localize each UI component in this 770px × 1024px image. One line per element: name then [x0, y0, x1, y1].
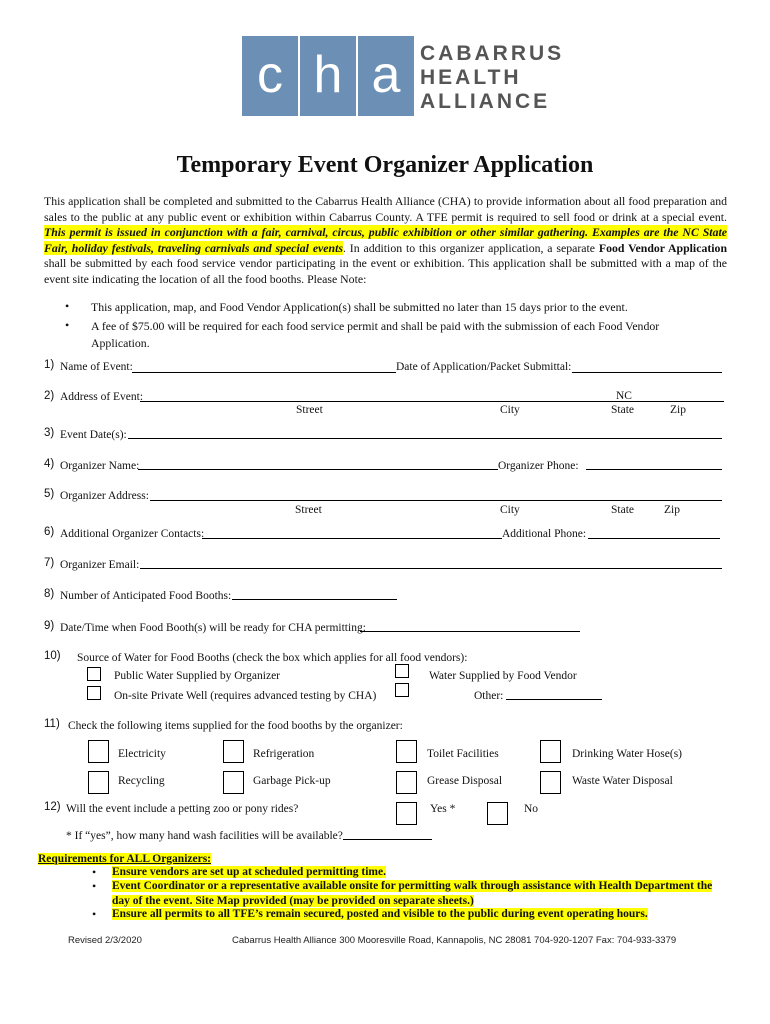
field-number: 5)	[44, 488, 55, 500]
water-well-checkbox[interactable]	[87, 686, 101, 700]
no-label: No	[524, 803, 539, 815]
field-number: 1)	[44, 359, 55, 371]
electricity-label: Electricity	[118, 748, 166, 760]
water-vendor-checkbox[interactable]	[395, 664, 409, 678]
organizer-address-label: Organizer Address:	[60, 490, 149, 502]
state-caption: State	[611, 504, 634, 516]
handwash-label: * If “yes”, how many hand wash facilities will be available?	[66, 830, 343, 842]
food-booths-input[interactable]	[232, 599, 397, 600]
requirement-1	[112, 865, 732, 880]
refrigeration-checkbox[interactable]	[223, 740, 244, 763]
water-other-label: Other:	[474, 690, 504, 702]
submittal-date-label: Date of Application/Packet Submittal:	[396, 361, 572, 373]
intro-text-2: . In addition to this organizer application, a separate	[342, 240, 599, 255]
toilet-facilities-label: Toilet Facilities	[427, 748, 499, 760]
additional-contacts-label: Additional Organizer Contacts:	[60, 528, 205, 540]
requirement-1-text: Ensure vendors are set up at scheduled permitting time.	[112, 866, 386, 878]
requirement-3-text: Ensure all permits to all TFE’s remain secured, posted and visible to the public during event operating hours.	[112, 908, 648, 920]
field-number: 6)	[44, 526, 55, 538]
organizer-email-input[interactable]	[140, 568, 722, 569]
zip-caption: Zip	[670, 404, 686, 416]
event-name-input[interactable]	[132, 372, 396, 373]
grease-disposal-label: Grease Disposal	[427, 775, 503, 787]
city-caption: City	[500, 404, 520, 416]
logo-letter-a: a	[371, 46, 401, 104]
organizer-email-label: Organizer Email:	[60, 559, 140, 571]
street-caption: Street	[296, 404, 323, 416]
note-2: A fee of $75.00 will be required for each food service permit and shall be paid with the submission of each Food Vendor Application.	[91, 319, 660, 350]
bullet-icon: •	[92, 879, 97, 893]
garbage-pickup-checkbox[interactable]	[223, 771, 244, 794]
bullet-icon: •	[92, 907, 97, 921]
zip-caption: Zip	[664, 504, 680, 516]
intro-text-3: shall be submitted by each food service vendor participating in the event or exhibition. This application shall be submitted with a map of the event site indicating the location of all the food booths. Please Note:	[44, 256, 727, 286]
requirements-title: Requirements for ALL Organizers:	[38, 853, 212, 865]
field-number: 7)	[44, 557, 55, 569]
drinking-water-hose-checkbox[interactable]	[540, 740, 561, 763]
water-vendor-label: Water Supplied by Food Vendor	[429, 670, 577, 682]
logo-letter-h: h	[313, 46, 343, 104]
water-other-input[interactable]	[506, 699, 602, 700]
intro-highlight: This permit is issued in conjunction with a fair, carnival, circus, public exhibition or other similar gathering. Examples are the NC State Fair, holiday festivals, traveling carnivals and special events	[44, 225, 727, 255]
petting-zoo-yes-checkbox[interactable]	[396, 802, 417, 825]
ready-time-label: Date/Time when Food Booth(s) will be ready for CHA permitting:	[60, 622, 366, 634]
supplied-items-label: Check the following items supplied for the food booths by the organizer:	[68, 720, 403, 732]
organizer-name-input[interactable]	[138, 469, 498, 470]
grease-disposal-checkbox[interactable]	[396, 771, 417, 794]
logo-line-2: HEALTH	[420, 66, 522, 89]
additional-phone-input[interactable]	[588, 538, 720, 539]
field-number: 4)	[44, 458, 55, 470]
petting-zoo-no-checkbox[interactable]	[487, 802, 508, 825]
logo-letter-c: c	[257, 46, 283, 104]
recycling-label: Recycling	[118, 775, 165, 787]
additional-phone-label: Additional Phone:	[502, 528, 587, 540]
recycling-checkbox[interactable]	[88, 771, 109, 794]
revised-date: Revised 2/3/2020	[68, 935, 142, 946]
organizer-name-label: Organizer Name:	[60, 460, 140, 472]
field-number: 12)	[44, 801, 61, 813]
water-other-checkbox[interactable]	[395, 683, 409, 697]
yes-label: Yes *	[430, 803, 456, 815]
refrigeration-label: Refrigeration	[253, 748, 315, 760]
logo-block-h	[300, 36, 356, 116]
bullet-icon: •	[65, 318, 70, 332]
waste-water-disposal-checkbox[interactable]	[540, 771, 561, 794]
logo-block-c	[242, 36, 298, 116]
submittal-date-input[interactable]	[572, 372, 722, 373]
water-public-checkbox[interactable]	[87, 667, 101, 681]
logo-line-3: ALLIANCE	[420, 90, 551, 113]
intro-text-1: This application shall be completed and submitted to the Cabarrus Health Alliance (CHA) to provide information about all food preparation and sales to the public at any public event or exhibition within Cabarrus County. A TFE permit is required to sell food or drink at a special event.	[44, 194, 727, 224]
electricity-checkbox[interactable]	[88, 740, 109, 763]
organizer-address-input[interactable]	[150, 500, 722, 501]
field-number: 10)	[44, 650, 61, 662]
organizer-phone-input[interactable]	[586, 469, 722, 470]
state-caption: State	[611, 404, 634, 416]
page-title: Temporary Event Organizer Application	[176, 152, 594, 178]
food-booths-label: Number of Anticipated Food Booths:	[60, 590, 232, 602]
field-number: 8)	[44, 588, 55, 600]
garbage-pickup-label: Garbage Pick-up	[253, 775, 331, 787]
intro-bold: Food Vendor Application	[598, 240, 728, 255]
bullet-icon: •	[92, 865, 97, 879]
field-number: 9)	[44, 620, 55, 632]
petting-zoo-label: Will the event include a petting zoo or pony rides?	[66, 803, 299, 815]
logo-line-1: CABARRUS	[420, 42, 565, 65]
water-source-label: Source of Water for Food Booths (check the box which applies for all food vendors):	[77, 652, 468, 664]
event-name-label: Name of Event:	[60, 361, 133, 373]
footer-address: Cabarrus Health Alliance 300 Mooresville Road, Kannapolis, NC 28081 704-920-1207 Fax: 704-933-3379	[232, 935, 677, 946]
intro-paragraph	[44, 194, 727, 288]
requirement-2	[112, 879, 732, 908]
drinking-water-hose-label: Drinking Water Hose(s)	[572, 748, 683, 760]
toilet-facilities-checkbox[interactable]	[396, 740, 417, 763]
city-caption: City	[500, 504, 520, 516]
ready-time-input[interactable]	[360, 631, 580, 632]
event-state-value: NC	[616, 390, 632, 402]
field-number: 11)	[44, 718, 60, 730]
water-well-label: On-site Private Well (requires advanced testing by CHA)	[114, 690, 377, 702]
organizer-phone-label: Organizer Phone:	[498, 460, 579, 472]
water-public-label: Public Water Supplied by Organizer	[114, 670, 281, 682]
requirement-2-text: Event Coordinator or a representative available onsite for permitting walk through assistance with Health Department the day of the event. Site Map provided (may be provided on separate sheets.)	[112, 880, 713, 907]
event-dates-label: Event Date(s):	[60, 429, 127, 441]
waste-water-disposal-label: Waste Water Disposal	[572, 775, 673, 787]
logo-wordmark	[420, 42, 564, 114]
field-number: 2)	[44, 390, 55, 402]
bullet-icon: •	[65, 299, 70, 313]
street-caption: Street	[295, 504, 322, 516]
additional-contacts-input[interactable]	[202, 538, 502, 539]
event-address-input[interactable]	[140, 401, 724, 402]
event-dates-input[interactable]	[128, 438, 722, 439]
event-address-label: Address of Event:	[60, 391, 144, 403]
logo-block-a	[358, 36, 414, 116]
note-1: This application, map, and Food Vendor Application(s) shall be submitted no later than 15 days prior to the event.	[91, 300, 628, 314]
handwash-input[interactable]	[343, 839, 432, 840]
requirement-3	[112, 907, 732, 922]
field-number: 3)	[44, 427, 55, 439]
